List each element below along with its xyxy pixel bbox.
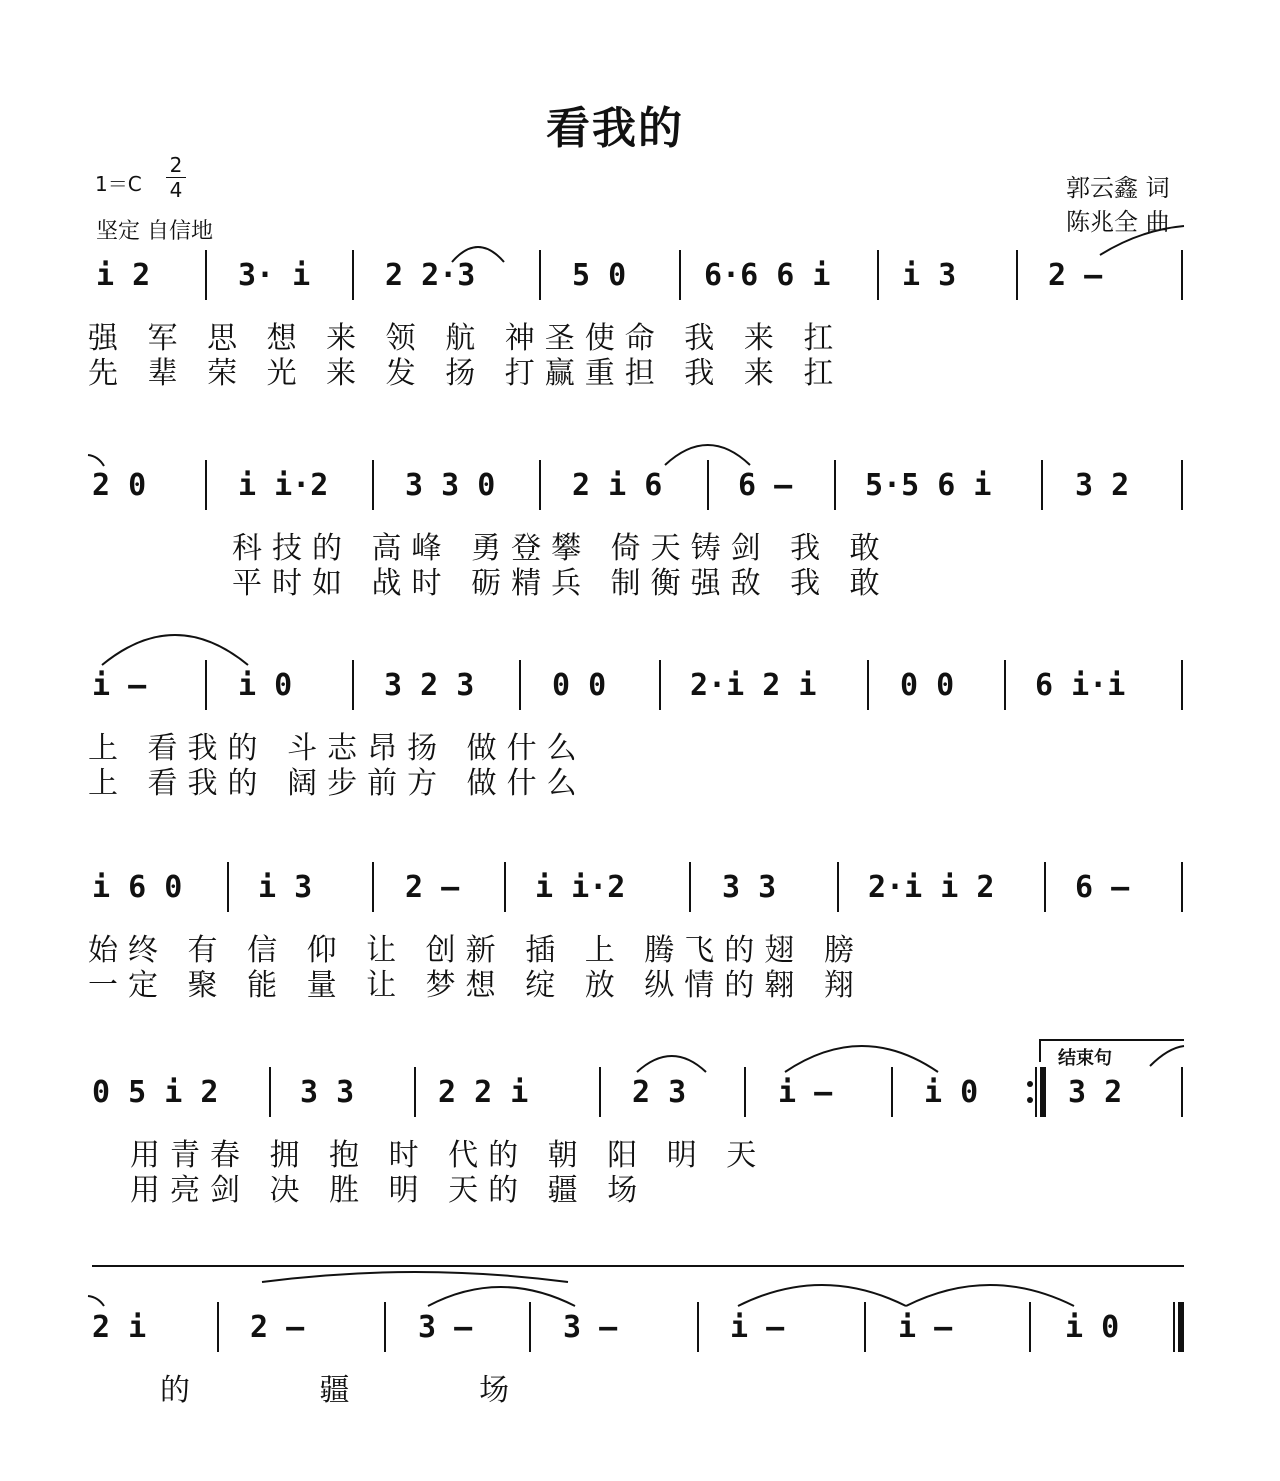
repeat-dot — [1027, 1081, 1033, 1087]
lyric-verse-1: 科技的 高峰 勇登攀 倚天铸剑 我 敢 — [232, 531, 890, 566]
notation-row-3: 6 i·i — [1035, 668, 1126, 703]
time-signature — [166, 153, 186, 202]
notation-row-3: i – — [92, 668, 147, 703]
notation-row-6: 3 – — [563, 1310, 618, 1345]
final-bar-thick — [1178, 1302, 1184, 1352]
lyric-verse-1: 强 军 思 想 来 领 航 神圣使命 我 来 扛 — [88, 321, 844, 356]
notation-row-2: 3 3 0 — [405, 468, 496, 503]
lyric-verse-1: 上 看我的 斗志昂扬 做什么 — [88, 731, 587, 766]
notation-row-2: 5·5 6 i — [865, 468, 992, 503]
song-title: 看我的 — [546, 103, 684, 154]
lyric-verse-1: 始终 有 信 仰 让 创新 插 上 腾飞的翅 膀 — [88, 933, 864, 968]
repeat-end-thick — [1040, 1067, 1046, 1117]
expression-marking: 坚定 自信地 — [96, 219, 213, 244]
notation-row-5: 3 2 — [1068, 1075, 1123, 1110]
time-signature-top: 2 — [169, 153, 183, 177]
notation-row-3: 0 0 — [552, 668, 607, 703]
notation-row-5: 2 3 — [632, 1075, 687, 1110]
notation-row-5: 3 3 — [300, 1075, 355, 1110]
notation-row-1: i 3 — [902, 258, 957, 293]
time-signature-bottom: 4 — [166, 177, 186, 202]
notation-row-1: i 2 — [96, 258, 151, 293]
notation-row-3: 2·i 2 i — [690, 668, 817, 703]
notation-row-5: 2 2 i — [438, 1075, 529, 1110]
slur — [738, 1285, 906, 1306]
slur — [637, 1056, 706, 1072]
slur — [785, 1046, 938, 1072]
lyric-verse-2: 先 辈 荣 光 来 发 扬 打赢重担 我 来 扛 — [88, 356, 844, 391]
notation-row-2: 2 i 6 — [572, 468, 663, 503]
slur — [102, 635, 248, 665]
notation-row-3: 3 2 3 — [384, 668, 475, 703]
slur — [665, 445, 750, 465]
notation-row-2: i i·2 — [238, 468, 329, 503]
notation-row-2: 3 2 — [1075, 468, 1130, 503]
slur — [262, 1272, 568, 1282]
notation-row-4: 2·i i 2 — [868, 870, 995, 905]
notation-row-1: 3· i — [238, 258, 311, 293]
lyric-verse-2: 用亮剑 决 胜 明 天的 疆 场 — [130, 1173, 648, 1208]
notation-row-4: 3 3 — [722, 870, 777, 905]
notation-row-4: i i·2 — [535, 870, 626, 905]
key-signature: 1＝C — [95, 172, 142, 196]
tie — [1150, 1046, 1184, 1066]
notation-row-3: i 0 — [238, 668, 293, 703]
notation-row-3: 0 0 — [900, 668, 955, 703]
slur — [428, 1287, 575, 1306]
notation-row-1: 5 0 — [572, 258, 627, 293]
notation-row-5: 0 5 i 2 — [92, 1075, 219, 1110]
lyric-verse-1: 用青春 拥 抱 时 代的 朝 阳 明 天 — [130, 1138, 767, 1173]
lyric-verse-2: 平时如 战时 砺精兵 制衡强敌 我 敢 — [232, 566, 890, 601]
tie — [88, 455, 104, 466]
notation-row-6: i – — [898, 1310, 953, 1345]
notation-row-4: i 3 — [258, 870, 313, 905]
notation-row-5: i – — [778, 1075, 833, 1110]
composer-credit: 陈兆全 曲 — [1066, 208, 1170, 236]
notation-row-4: 2 – — [405, 870, 460, 905]
notation-row-6: 2 i — [92, 1310, 147, 1345]
notation-row-6: 2 – — [250, 1310, 305, 1345]
ending-label: 结束句 — [1058, 1048, 1112, 1069]
notation-row-5: i 0 — [924, 1075, 979, 1110]
slur — [906, 1285, 1074, 1306]
tie — [88, 1296, 104, 1306]
notation-row-2: 2 0 — [92, 468, 147, 503]
lyricist-credit: 郭云鑫 词 — [1066, 174, 1170, 202]
notation-row-6: i 0 — [1065, 1310, 1120, 1345]
repeat-dot — [1027, 1097, 1033, 1103]
notation-row-4: i 6 0 — [92, 870, 183, 905]
notation-row-6: 3 – — [418, 1310, 473, 1345]
notation-row-4: 6 – — [1075, 870, 1130, 905]
lyric-verse-2: 上 看我的 阔步前方 做什么 — [88, 766, 587, 801]
lyric-verse-2: 一定 聚 能 量 让 梦想 绽 放 纵情的翱 翔 — [88, 968, 864, 1003]
notation-row-6: i – — [730, 1310, 785, 1345]
notation-row-1: 2 – — [1048, 258, 1103, 293]
notation-row-1: 6·6 6 i — [704, 258, 831, 293]
notation-row-1: 2 2·3 — [385, 258, 476, 293]
lyric-verse-1: 的 疆 场 — [160, 1373, 570, 1408]
notation-row-2: 6 – — [738, 468, 793, 503]
